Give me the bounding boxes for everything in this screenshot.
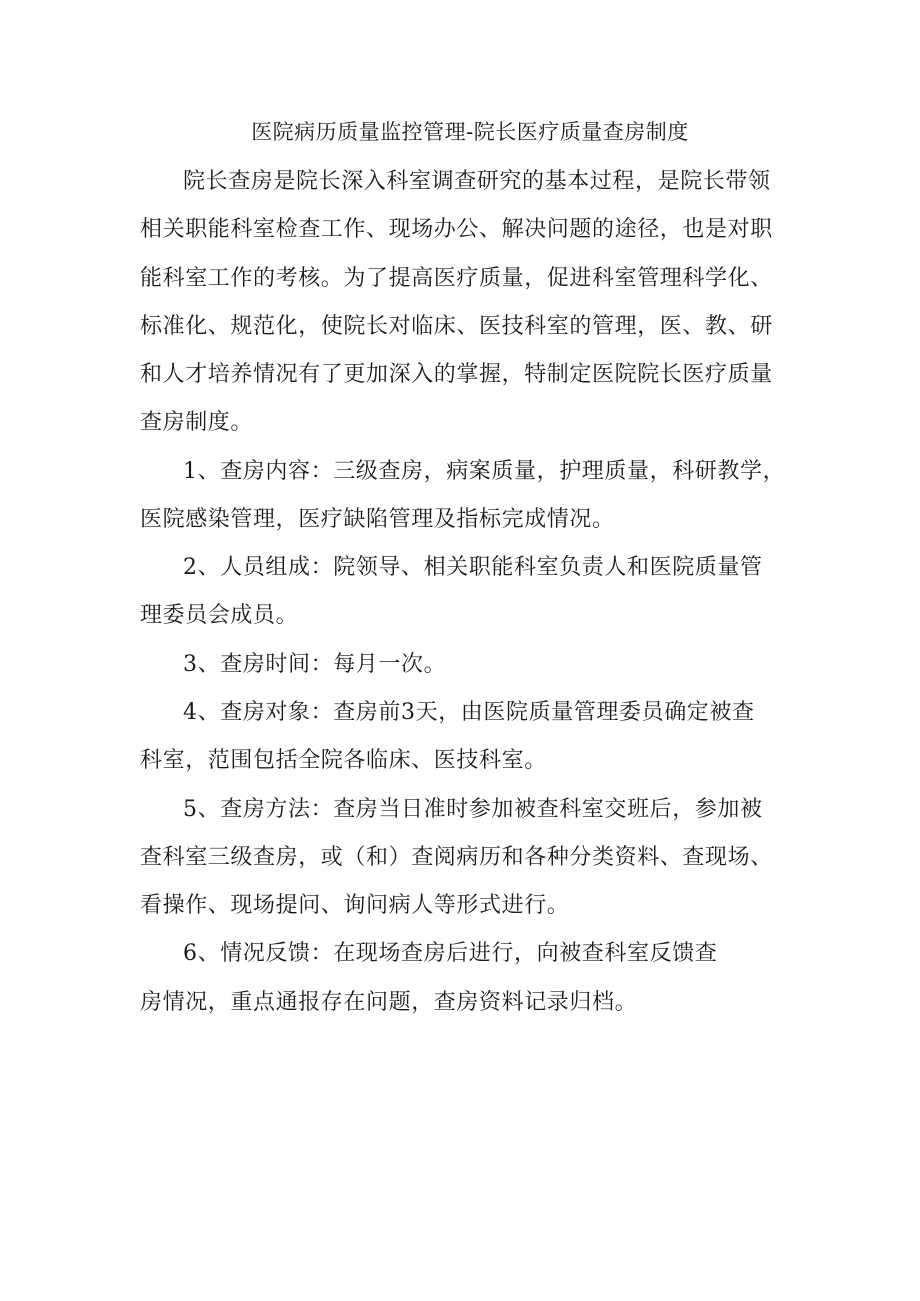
item-3-line-1: 3、查房时间：每月一次。 [183, 652, 447, 677]
item-1-line-2: 医院感染管理，医疗缺陷管理及指标完成情况。 [140, 507, 615, 532]
paragraph-intro-line-4: 标准化、规范化，使院长对临床、医技科室的管理，医、教、研 [140, 314, 773, 339]
paragraph-intro-line-5: 和人才培养情况有了更加深入的掌握，特制定医院院长医疗质量 [140, 362, 773, 387]
paragraph-intro-line-1: 院长查房是院长深入科室调查研究的基本过程，是院长带领 [183, 169, 771, 194]
paragraph-intro-line-2: 相关职能科室检查工作、现场办公、解决问题的途径，也是对职 [140, 217, 773, 242]
item-5-line-1: 5、查房方法：查房当日准时参加被查科室交班后，参加被 [183, 797, 763, 822]
item-4-line-2: 科室，范围包括全院各临床、医技科室。 [140, 748, 547, 773]
item-6-line-1: 6、情况反馈：在现场查房后进行，向被查科室反馈查 [183, 941, 718, 966]
paragraph-intro-line-6: 查房制度。 [140, 410, 254, 435]
document-title: 医院病历质量监控管理-院长医疗质量查房制度 [251, 120, 689, 144]
item-5-line-3: 看操作、现场提问、询问病人等形式进行。 [140, 893, 570, 918]
item-5-line-2: 查科室三级查房，或（和）查阅病历和各种分类资料、查现场、 [140, 845, 773, 870]
item-1-line-1: 1、查房内容：三级查房，病案质量，护理质量，科研教学， [183, 459, 786, 484]
paragraph-intro-line-3: 能科室工作的考核。为了提高医疗质量，促进科室管理科学化、 [140, 266, 773, 291]
item-4-line-1: 4、查房对象：查房前3天，由医院质量管理委员确定被查 [183, 700, 755, 725]
item-6-line-2: 房情况，重点通报存在问题，查房资料记录归档。 [140, 990, 638, 1015]
item-2-line-2: 理委员会成员。 [140, 603, 299, 628]
item-2-line-1: 2、人员组成：院领导、相关职能科室负责人和医院质量管 [183, 555, 763, 580]
